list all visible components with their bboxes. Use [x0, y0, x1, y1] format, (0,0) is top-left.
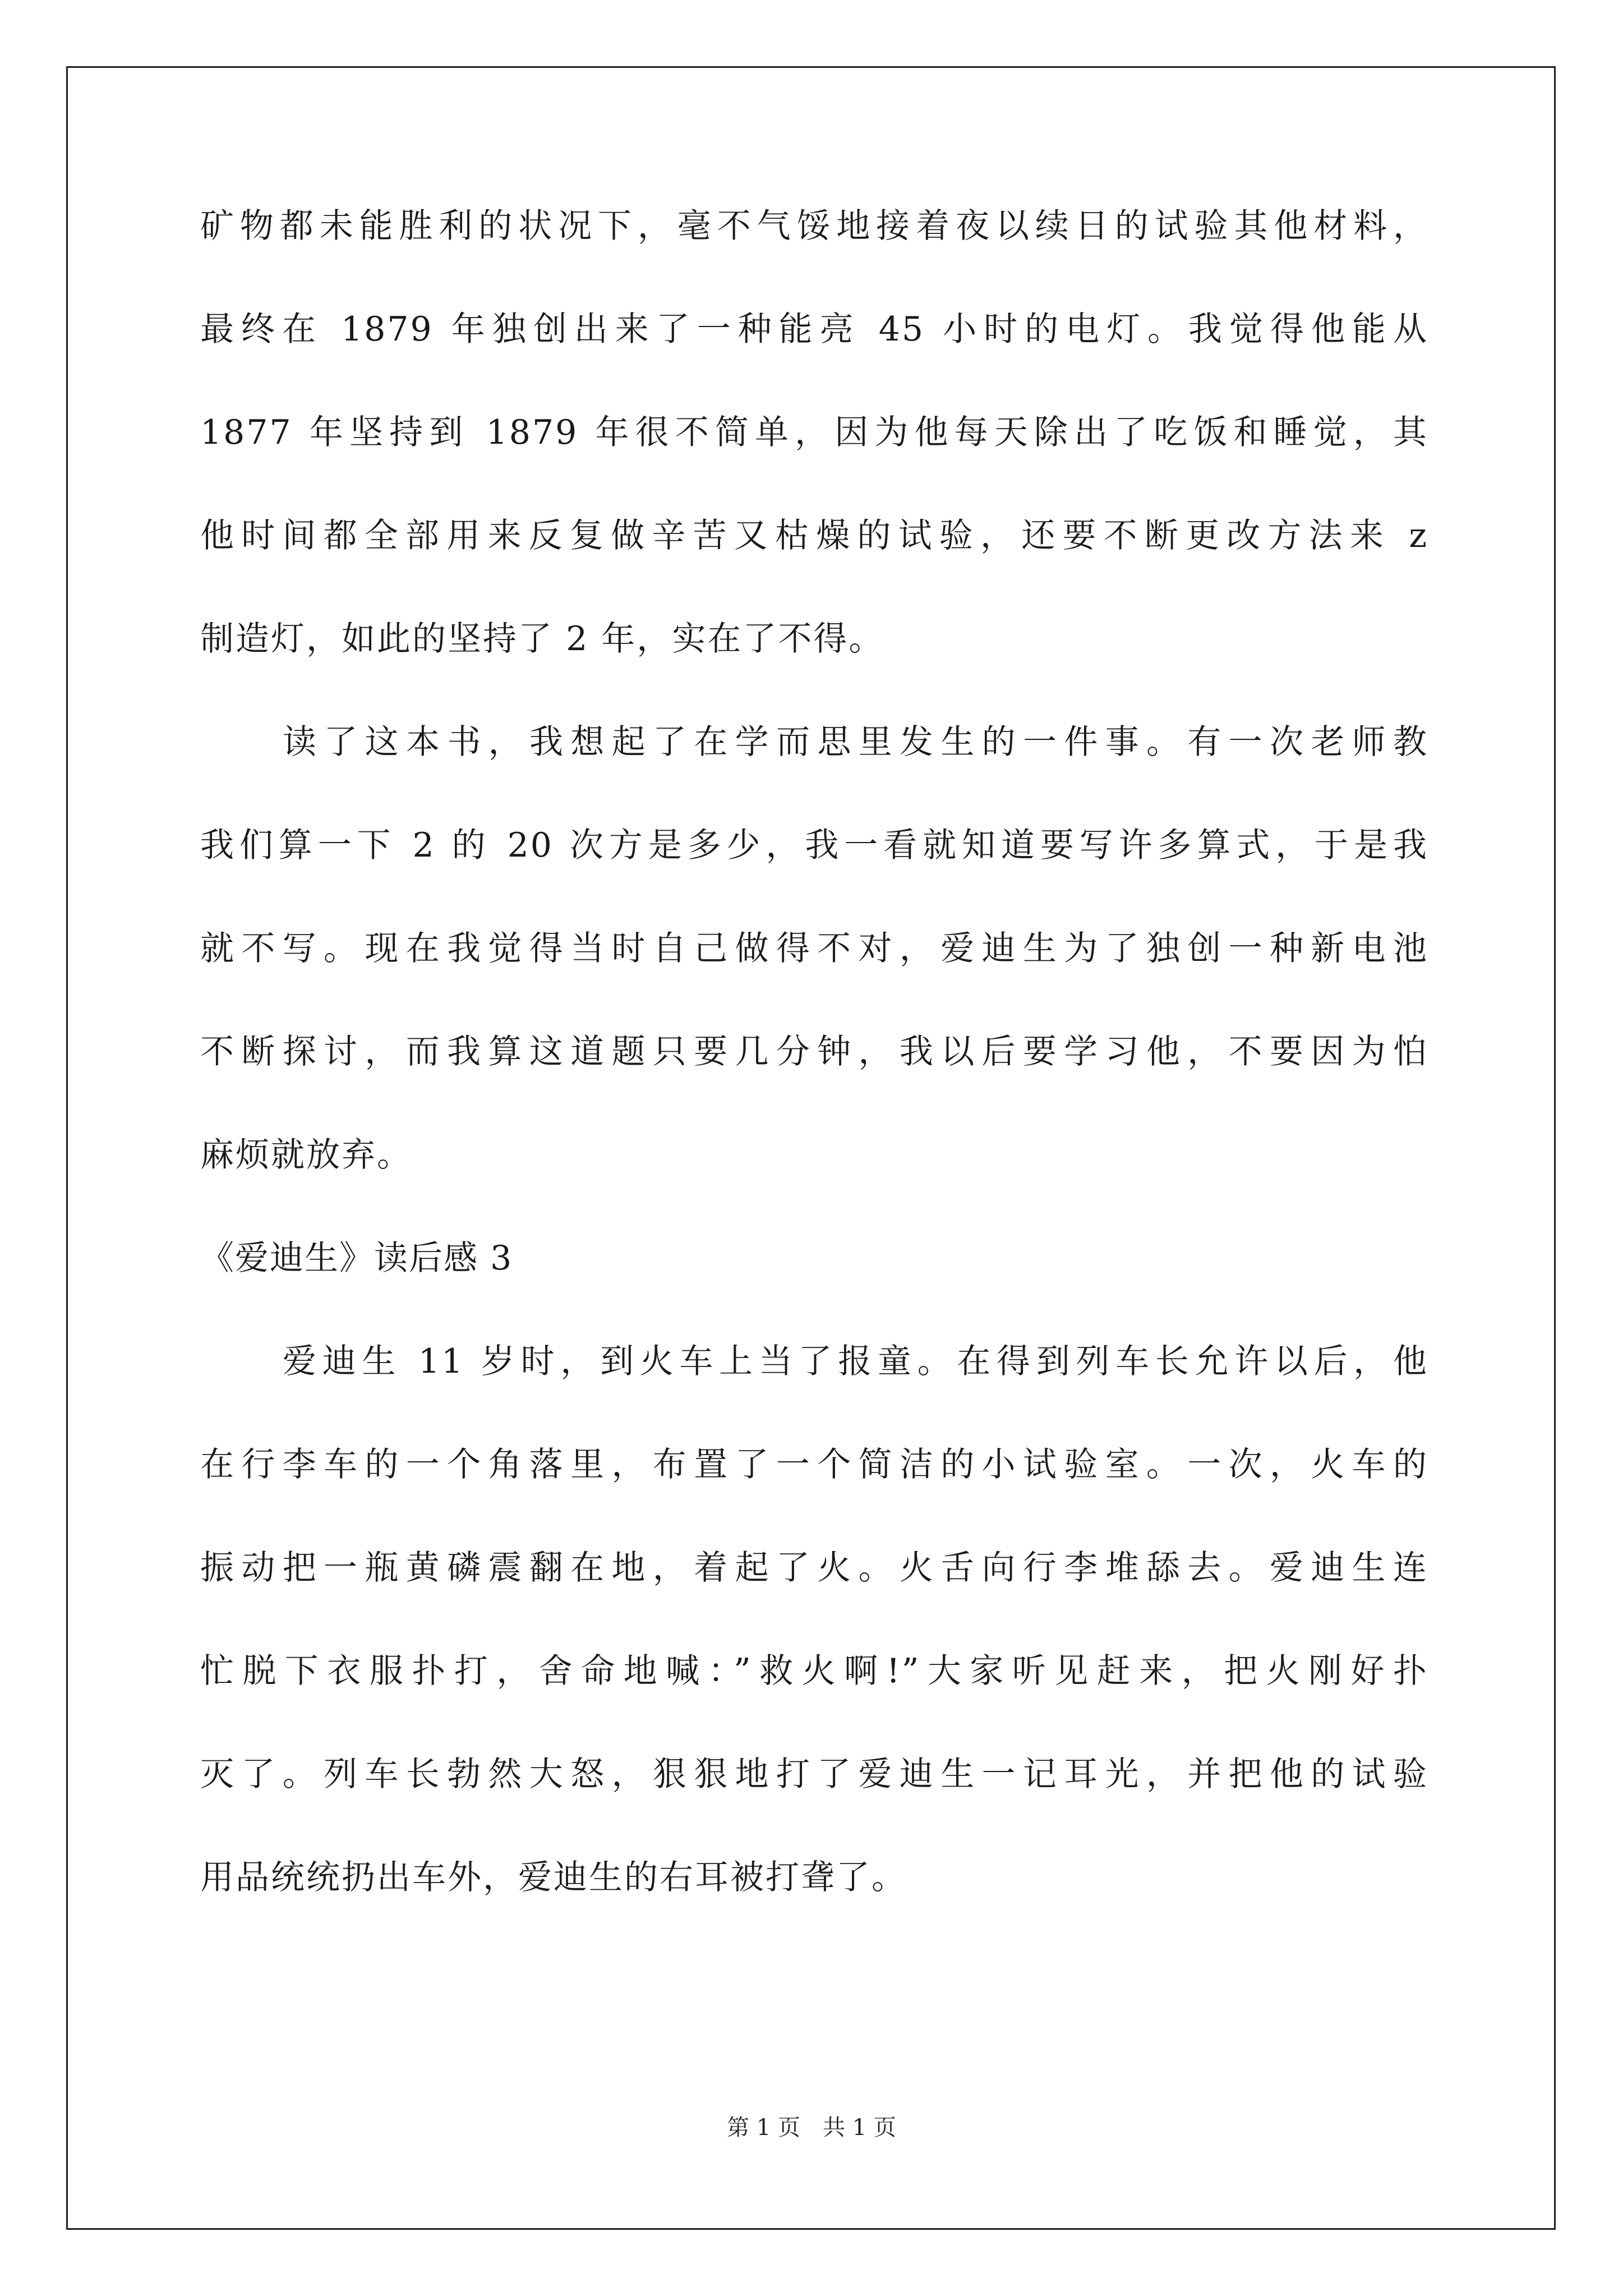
section-heading: 《爱迪生》读后感 3 [200, 1239, 513, 1278]
text-line: 制造灯，如此的坚持了 2 年，实在了不得。 [200, 619, 884, 659]
paragraph-first-line: 爱迪生 11 岁时，到火车上当了报童。在得到列车长允许以后，他 [283, 1342, 1428, 1381]
text-line: 最终在 1879 年独创出来了一种能亮 45 小时的电灯。我觉得他能从 [200, 310, 1428, 349]
paragraph-first-line: 读了这本书，我想起了在学而思里发生的一件事。有一次老师教 [283, 723, 1428, 762]
text-line: 在行李车的一个角落里，布置了一个简洁的小试验室。一次，火车的 [200, 1445, 1428, 1484]
text-line: 1877 年坚持到 1879 年很不简单，因为他每天除出了吃饭和睡觉，其 [200, 413, 1428, 452]
text-line: 灭了。列车长勃然大怒，狠狠地打了爱迪生一记耳光，并把他的试验 [200, 1755, 1428, 1794]
page-number-footer: 第 1 页 共 1 页 [727, 2115, 896, 2141]
text-line: 我们算一下 2 的 20 次方是多少，我一看就知道要写许多算式，于是我 [200, 826, 1428, 865]
text-line: 他时间都全部用来反复做辛苦又枯燥的试验，还要不断更改方法来 z [200, 516, 1428, 555]
text-line: 就不写。现在我觉得当时自己做得不对，爱迪生为了独创一种新电池 [200, 929, 1428, 968]
text-line: 振动把一瓶黄磷震翻在地，着起了火。火舌向行李堆舔去。爱迪生连 [200, 1548, 1428, 1588]
text-line: 用品统统扔出车外，爱迪生的右耳被打聋了。 [200, 1858, 907, 1897]
text-line: 忙脱下衣服扑打，舍命地喊：”救火啊!”大家听见赶来，把火刚好扑 [200, 1651, 1428, 1691]
text-line: 麻烦就放弃。 [200, 1135, 412, 1175]
document-body [200, 206, 1428, 1963]
text-line: 矿物都未能胜利的状况下，毫不气馁地接着夜以续日的试验其他材料， [200, 206, 1428, 246]
text-line: 不断探讨，而我算这道题只要几分钟，我以后要学习他，不要因为怕 [200, 1032, 1428, 1071]
